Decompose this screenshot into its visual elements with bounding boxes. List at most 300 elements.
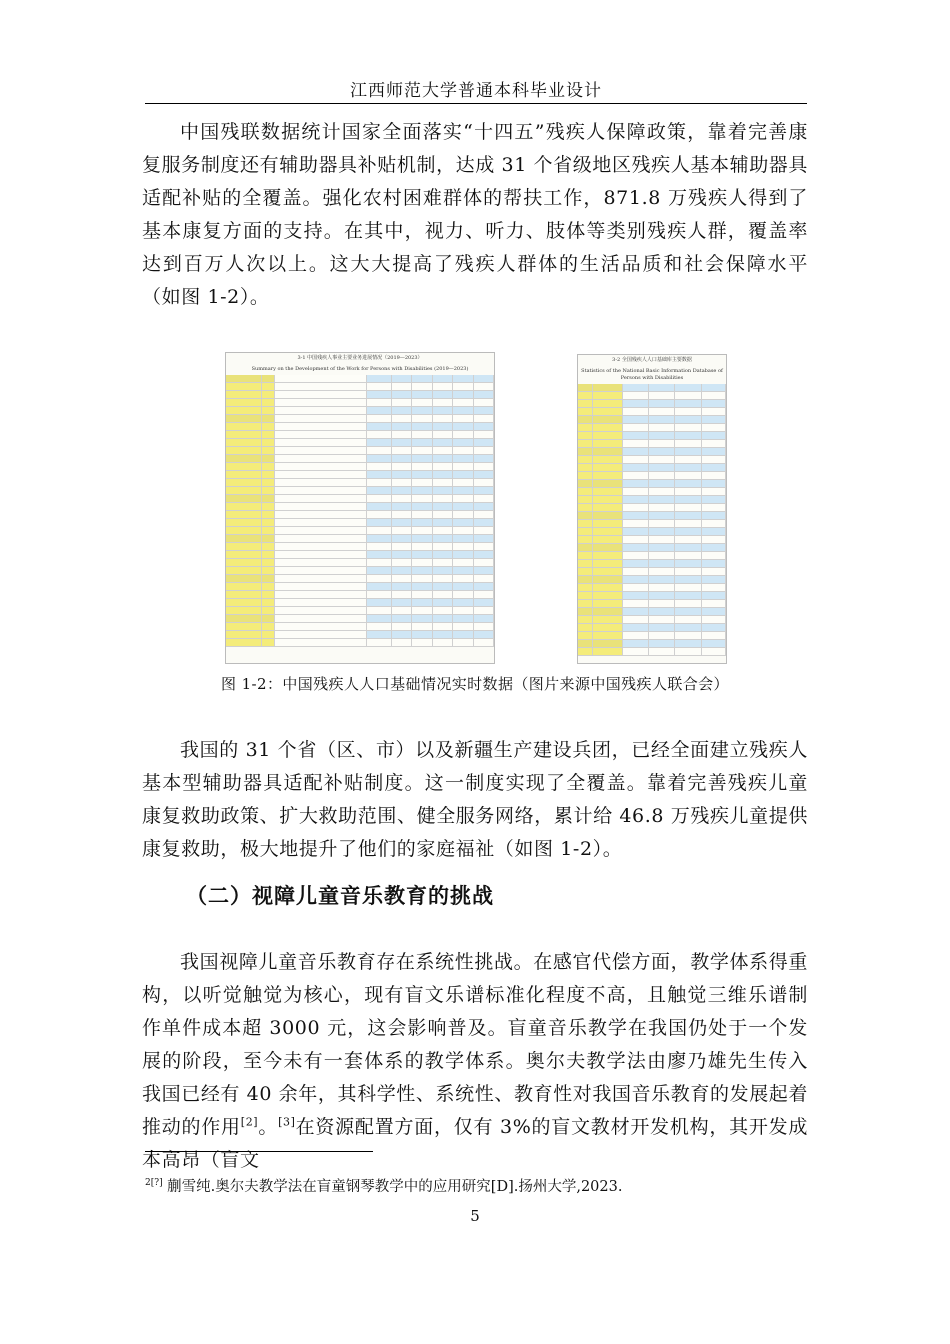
table-image-cell — [675, 640, 701, 647]
table-image-cell — [578, 536, 593, 543]
table-image-cell — [433, 399, 453, 406]
table-image-cell — [226, 407, 262, 414]
table-image-cell — [226, 487, 262, 494]
table-image-row — [578, 472, 726, 480]
table-image-cell — [675, 552, 701, 559]
table-image-cell — [412, 439, 432, 446]
table-image-cell — [702, 528, 726, 535]
table-image-cell — [453, 551, 473, 558]
table-image-cell — [392, 439, 412, 446]
table-image-cell — [262, 591, 275, 598]
table-image-cell — [675, 648, 701, 655]
table-image-cell — [275, 487, 368, 494]
table-image-cell — [226, 511, 262, 518]
table-image-cell — [675, 424, 701, 431]
table-image-cell — [392, 639, 412, 646]
table-image-cell — [367, 471, 391, 478]
table-image-cell — [262, 431, 275, 438]
table-image-cell — [392, 407, 412, 414]
table-image-cell — [623, 536, 649, 543]
table-image-cell — [623, 424, 649, 431]
table-image-row — [226, 591, 494, 599]
table-image-cell — [649, 416, 675, 423]
table-image-row — [578, 440, 726, 448]
table-image-row — [578, 408, 726, 416]
table-image-cell — [262, 631, 275, 638]
table-image-row — [226, 383, 494, 391]
table-image-cell — [578, 440, 593, 447]
table-image-cell — [649, 472, 675, 479]
table-image-cell — [578, 576, 593, 583]
table-image-cell — [702, 632, 726, 639]
table-image-cell — [474, 559, 494, 566]
table-image-cell — [474, 527, 494, 534]
table-image-cell — [433, 543, 453, 550]
table-image-row — [226, 471, 494, 479]
table-image-cell — [578, 624, 593, 631]
table-image-cell — [262, 415, 275, 422]
table-image-cell — [578, 584, 593, 591]
table-image-cell — [412, 527, 432, 534]
paragraph-3-tail: 在资源配置方面，仅有 3%的盲文教材开发机构，其开发成本高昂（盲文 — [142, 1116, 808, 1171]
table-image-cell — [412, 471, 432, 478]
table-image-cell — [392, 527, 412, 534]
table-image-cell — [226, 631, 262, 638]
table-image-cell — [623, 568, 649, 575]
table-image-cell — [453, 591, 473, 598]
table-image-row — [578, 464, 726, 472]
table-image-cell — [675, 448, 701, 455]
table-image-cell — [623, 480, 649, 487]
table-image-cell — [367, 615, 391, 622]
table-image-cell — [578, 448, 593, 455]
table-image-cell — [262, 447, 275, 454]
table-image-cell — [392, 615, 412, 622]
table-image-cell — [474, 423, 494, 430]
table-image-cell — [275, 415, 368, 422]
table-image-cell — [578, 640, 593, 647]
table-image-cell — [453, 503, 473, 510]
table-image-cell — [649, 520, 675, 527]
table-image-cell — [593, 616, 623, 623]
table-image-cell — [412, 583, 432, 590]
table-image-cell — [433, 623, 453, 630]
table-image-cell — [702, 584, 726, 591]
table-image-cell — [367, 391, 391, 398]
table-image-cell — [578, 432, 593, 439]
table-image-cell — [474, 471, 494, 478]
table-image-cell — [623, 496, 649, 503]
table-image-cell — [392, 375, 412, 382]
table-image-cell — [649, 592, 675, 599]
table-image-row — [226, 423, 494, 431]
table-image-cell — [262, 383, 275, 390]
table-image-cell — [702, 552, 726, 559]
table-image-cell — [433, 615, 453, 622]
table-image-cell — [474, 599, 494, 606]
table-image-cell — [675, 408, 701, 415]
table-image-cell — [433, 439, 453, 446]
table-image-cell — [578, 456, 593, 463]
table-image-cell — [367, 591, 391, 598]
table-image-cell — [275, 439, 368, 446]
table-image-cell — [392, 383, 412, 390]
citation-2: [2] — [240, 1115, 259, 1129]
table-image-cell — [623, 528, 649, 535]
table-image-cell — [578, 528, 593, 535]
table-image-cell — [593, 392, 623, 399]
table-image-cell — [433, 383, 453, 390]
table-image-cell — [675, 400, 701, 407]
table-image-cell — [262, 503, 275, 510]
table-image-cell — [578, 496, 593, 503]
table-image-cell — [593, 472, 623, 479]
table-image-cell — [675, 576, 701, 583]
table-image-cell — [275, 503, 368, 510]
table-image-cell — [433, 447, 453, 454]
table-image-cell — [412, 559, 432, 566]
table-image-cell — [702, 488, 726, 495]
table-image-cell — [392, 575, 412, 582]
table-image-cell — [392, 447, 412, 454]
table-image-cell — [453, 455, 473, 462]
table-image-cell — [453, 623, 473, 630]
table-image-cell — [226, 639, 262, 646]
table-image-cell — [593, 488, 623, 495]
table-image-cell — [275, 631, 368, 638]
table-image-cell — [675, 392, 701, 399]
table-image-cell — [649, 528, 675, 535]
table-image-cell — [675, 432, 701, 439]
table-image-cell — [578, 424, 593, 431]
table-image-cell — [675, 520, 701, 527]
table-image-cell — [433, 527, 453, 534]
table-image-cell — [474, 623, 494, 630]
table-image-cell — [702, 408, 726, 415]
citation-3: [3] — [278, 1115, 296, 1129]
table-image-cell — [412, 431, 432, 438]
table-image-cell — [702, 432, 726, 439]
table-image-cell — [649, 536, 675, 543]
table-image-cell — [649, 616, 675, 623]
table-image-cell — [578, 600, 593, 607]
table-image-cell — [392, 463, 412, 470]
table-image-row — [578, 520, 726, 528]
table-image-cell — [412, 415, 432, 422]
table-image-cell — [649, 512, 675, 519]
table-image-cell — [623, 592, 649, 599]
table-image-cell — [367, 423, 391, 430]
table-image-cell — [392, 471, 412, 478]
table-image-cell — [593, 640, 623, 647]
table-image-cell — [275, 527, 368, 534]
table-image-cell — [593, 576, 623, 583]
table-image-row — [226, 479, 494, 487]
table-image-cell — [412, 519, 432, 526]
table-image-row — [226, 527, 494, 535]
table-image-cell — [392, 623, 412, 630]
table-image-cell — [367, 551, 391, 558]
table-image-cell — [367, 463, 391, 470]
paragraph-3-separator: 。 — [258, 1116, 279, 1138]
table-image-cell — [578, 648, 593, 655]
table-image-cell — [392, 487, 412, 494]
table-image-cell — [226, 599, 262, 606]
table-image-cell — [275, 511, 368, 518]
table-image-cell — [412, 383, 432, 390]
table-image-cell — [367, 639, 391, 646]
table-image-cell — [453, 375, 473, 382]
table-image-cell — [275, 591, 368, 598]
table-image-cell — [474, 391, 494, 398]
table-image-cell — [262, 583, 275, 590]
left-statistics-table-image — [225, 352, 495, 664]
table-image-cell — [702, 536, 726, 543]
table-image-cell — [702, 424, 726, 431]
table-image-cell — [474, 639, 494, 646]
table-image-row — [578, 416, 726, 424]
table-image-cell — [649, 488, 675, 495]
table-image-row — [578, 448, 726, 456]
table-image-cell — [433, 639, 453, 646]
table-image-cell — [367, 431, 391, 438]
right-table-title-en: Statistics of the National Basic Information Database of Persons with Disabilities — [581, 368, 723, 381]
table-image-row — [226, 391, 494, 399]
table-image-cell — [453, 415, 473, 422]
table-image-cell — [412, 455, 432, 462]
table-image-cell — [367, 567, 391, 574]
table-image-cell — [578, 512, 593, 519]
table-image-cell — [262, 543, 275, 550]
table-image-cell — [392, 415, 412, 422]
table-image-cell — [412, 423, 432, 430]
table-image-cell — [649, 640, 675, 647]
table-image-cell — [675, 544, 701, 551]
table-image-cell — [578, 616, 593, 623]
table-image-cell — [275, 479, 368, 486]
table-image-cell — [433, 607, 453, 614]
table-image-cell — [623, 464, 649, 471]
table-image-cell — [578, 488, 593, 495]
table-image-cell — [412, 407, 432, 414]
table-image-row — [578, 616, 726, 624]
table-image-cell — [433, 391, 453, 398]
table-image-cell — [262, 495, 275, 502]
table-image-cell — [226, 375, 262, 382]
table-image-cell — [433, 535, 453, 542]
table-image-cell — [412, 615, 432, 622]
table-image-cell — [433, 487, 453, 494]
table-image-cell — [433, 567, 453, 574]
table-image-cell — [392, 423, 412, 430]
table-image-cell — [474, 455, 494, 462]
table-image-cell — [453, 431, 473, 438]
table-image-cell — [275, 559, 368, 566]
table-image-row — [226, 559, 494, 567]
table-image-cell — [702, 544, 726, 551]
table-image-cell — [412, 495, 432, 502]
table-image-row — [578, 456, 726, 464]
table-image-row — [578, 608, 726, 616]
table-image-cell — [649, 408, 675, 415]
paragraph-3-main: 我国视障儿童音乐教育存在系统性挑战。在感官代偿方面，教学体系得重构，以听觉触觉为核心，现有盲文乐谱标准化程度不高，且触觉三维乐谱制作单件成本超 3000 元，这会影响普及。盲童音乐教学在我国仍处于一个发展的阶段，至今未有一套体系的教学体系。奥尔夫教学法由廖乃雄先生传入我国已经有 40 余年，其科学性、系统性、教育性对我国音乐教育的发展起着推动的作用 — [142, 951, 808, 1138]
table-image-cell — [275, 431, 368, 438]
table-image-cell — [474, 607, 494, 614]
table-image-cell — [593, 480, 623, 487]
table-image-cell — [593, 528, 623, 535]
table-image-row — [226, 503, 494, 511]
table-image-cell — [226, 455, 262, 462]
figure-caption: 图 1-2：中国残疾人人口基础情况实时数据（图片来源中国残疾人联合会） — [221, 675, 729, 693]
table-image-cell — [412, 623, 432, 630]
table-image-cell — [702, 400, 726, 407]
table-image-cell — [675, 512, 701, 519]
table-image-cell — [623, 384, 649, 391]
table-image-cell — [412, 463, 432, 470]
table-image-cell — [675, 440, 701, 447]
table-image-cell — [474, 399, 494, 406]
table-image-cell — [702, 456, 726, 463]
table-image-cell — [367, 447, 391, 454]
table-image-cell — [275, 519, 368, 526]
table-image-cell — [262, 463, 275, 470]
table-image-cell — [226, 615, 262, 622]
table-image-row — [578, 504, 726, 512]
table-image-cell — [649, 464, 675, 471]
table-image-cell — [453, 615, 473, 622]
table-image-row — [578, 552, 726, 560]
table-image-cell — [262, 439, 275, 446]
table-image-cell — [649, 544, 675, 551]
table-image-cell — [623, 416, 649, 423]
table-image-cell — [433, 503, 453, 510]
table-image-row — [578, 600, 726, 608]
table-image-cell — [675, 504, 701, 511]
table-image-cell — [675, 416, 701, 423]
table-image-cell — [226, 543, 262, 550]
table-image-cell — [226, 495, 262, 502]
table-image-cell — [392, 519, 412, 526]
table-image-row — [226, 399, 494, 407]
table-image-cell — [367, 519, 391, 526]
table-image-cell — [367, 511, 391, 518]
table-image-cell — [433, 511, 453, 518]
table-image-cell — [474, 631, 494, 638]
table-image-cell — [433, 495, 453, 502]
table-image-row — [578, 512, 726, 520]
table-image-cell — [275, 535, 368, 542]
table-image-cell — [262, 567, 275, 574]
table-image-row — [226, 415, 494, 423]
table-image-cell — [675, 624, 701, 631]
paragraph-2: 我国的 31 个省（区、市）以及新疆生产建设兵团，已经全面建立残疾人基本型辅助器具适配补贴制度。这一制度实现了全覆盖。靠着完善残疾儿童康复救助政策、扩大救助范围、健全服务网络，累计给 46.8 万残疾儿童提供康复救助，极大地提升了他们的家庭福祉（如图 1-2）。 — [142, 739, 808, 860]
table-image-cell — [474, 431, 494, 438]
table-image-cell — [226, 559, 262, 566]
header-rule — [145, 103, 807, 104]
table-image-cell — [226, 439, 262, 446]
table-image-cell — [702, 464, 726, 471]
table-image-cell — [578, 504, 593, 511]
table-image-cell — [226, 551, 262, 558]
table-image-cell — [593, 608, 623, 615]
table-image-cell — [474, 463, 494, 470]
table-image-cell — [367, 455, 391, 462]
table-image-cell — [453, 447, 473, 454]
table-image-cell — [226, 591, 262, 598]
table-image-cell — [453, 543, 473, 550]
table-image-cell — [453, 439, 473, 446]
table-image-row — [226, 487, 494, 495]
table-image-cell — [649, 440, 675, 447]
table-image-cell — [593, 400, 623, 407]
table-image-cell — [367, 399, 391, 406]
table-image-cell — [226, 535, 262, 542]
table-image-cell — [262, 623, 275, 630]
table-image-cell — [623, 392, 649, 399]
table-image-row — [226, 463, 494, 471]
table-image-cell — [453, 519, 473, 526]
section-heading: （二）视障儿童音乐教育的挑战 — [186, 884, 494, 908]
table-image-cell — [433, 375, 453, 382]
table-image-cell — [412, 599, 432, 606]
table-image-cell — [367, 607, 391, 614]
table-image-cell — [226, 431, 262, 438]
table-image-cell — [474, 487, 494, 494]
table-image-cell — [275, 575, 368, 582]
table-image-cell — [367, 527, 391, 534]
table-image-cell — [649, 504, 675, 511]
table-image-cell — [593, 464, 623, 471]
table-image-row — [226, 551, 494, 559]
table-image-cell — [433, 583, 453, 590]
table-image-cell — [623, 488, 649, 495]
table-image-cell — [593, 632, 623, 639]
table-image-cell — [593, 416, 623, 423]
table-image-cell — [623, 432, 649, 439]
table-image-cell — [433, 599, 453, 606]
table-image-cell — [262, 407, 275, 414]
table-image-cell — [649, 576, 675, 583]
table-image-cell — [593, 520, 623, 527]
table-image-cell — [578, 632, 593, 639]
table-image-cell — [392, 559, 412, 566]
table-image-cell — [593, 408, 623, 415]
table-image-cell — [623, 624, 649, 631]
table-image-cell — [392, 535, 412, 542]
table-image-cell — [453, 631, 473, 638]
table-image-cell — [675, 584, 701, 591]
table-image-cell — [262, 375, 275, 382]
table-image-cell — [226, 423, 262, 430]
table-image-row — [578, 640, 726, 648]
table-image-cell — [578, 480, 593, 487]
table-image-row — [226, 615, 494, 623]
table-image-cell — [226, 471, 262, 478]
table-image-cell — [275, 639, 368, 646]
table-image-cell — [262, 487, 275, 494]
table-image-cell — [262, 551, 275, 558]
table-image-cell — [702, 512, 726, 519]
table-image-cell — [578, 400, 593, 407]
table-image-row — [578, 384, 726, 392]
table-image-cell — [623, 400, 649, 407]
table-image-row — [578, 576, 726, 584]
table-image-cell — [262, 615, 275, 622]
table-image-cell — [453, 575, 473, 582]
table-image-row — [578, 400, 726, 408]
table-image-cell — [702, 592, 726, 599]
right-table-title-cn: 3-2 全国残疾人人口基础库主要数据 — [612, 357, 692, 363]
